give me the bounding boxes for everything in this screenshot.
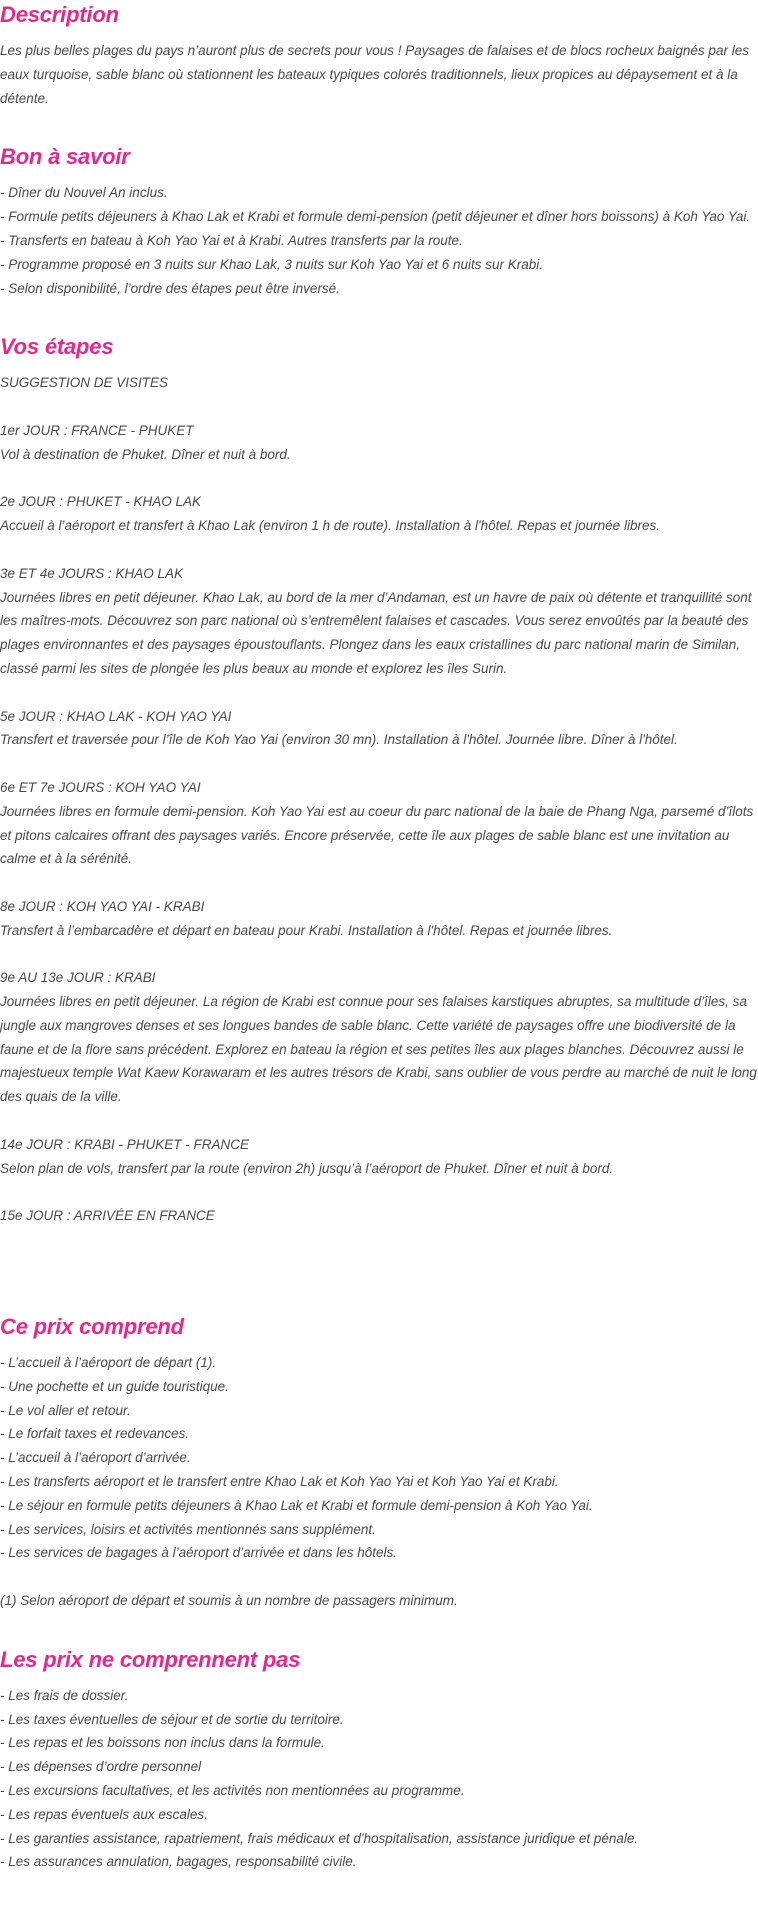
- etapes-section: [0, 332, 758, 1280]
- list-item: - Selon disponibilité, l’ordre des étapes peut être inversé.: [0, 280, 340, 296]
- list-item: - Le forfait taxes et redevances.: [0, 1426, 190, 1442]
- list-item: - L’accueil à l’aéroport d’arrivée.: [0, 1450, 191, 1466]
- etapes-intro: SUGGESTION DE VISITES: [0, 375, 169, 391]
- day-title: 3e ET 4e JOURS : KHAO LAK: [0, 565, 184, 581]
- day-block: [0, 562, 758, 681]
- list-item: - Formule petits déjeuners à Khao Lak et Krabi et formule demi-pension (petit déjeuner et dîner hors boissons) à Koh Yao Yai.: [0, 209, 751, 225]
- footnote: (1) Selon aéroport de départ et soumis à un nombre de passagers minimum.: [0, 1593, 458, 1609]
- list-item: - Les services, loisirs et activités mentionnés sans supplément.: [0, 1521, 376, 1537]
- day-block: [0, 419, 758, 467]
- list-item: - Les dépenses d’ordre personnel: [0, 1759, 202, 1775]
- day-text: Accueil à l’aéroport et transfert à Khao Lak (environ 1 h de route). Installation à l'hôtel. Repas et journée libres.: [0, 518, 660, 534]
- prix-ne-comprend-pas-list: [0, 1684, 758, 1874]
- day-title: 14e JOUR : KRABI - PHUKET - FRANCE: [0, 1136, 250, 1152]
- day-text: Transfert à l’embarcadère et départ en bateau pour Krabi. Installation à l'hôtel. Repas et journée libres.: [0, 922, 613, 938]
- list-item: - Les garanties assistance, rapatriement, frais médicaux et d'hospitalisation, assistance juridique et pénale.: [0, 1830, 639, 1846]
- day-block: [0, 1133, 758, 1181]
- day-block: [0, 705, 758, 753]
- etapes-heading: Vos étapes: [0, 334, 114, 360]
- description-heading: Description: [0, 2, 119, 27]
- prix-comprend-heading: Ce prix comprend: [0, 1314, 184, 1340]
- etapes-body: [0, 371, 758, 1228]
- description-body: [0, 39, 758, 110]
- bon-a-savoir-list: [0, 181, 758, 300]
- list-item: - Transferts en bateau à Koh Yao Yai et à Krabi. Autres transferts par la route.: [0, 232, 463, 248]
- list-item: - Une pochette et un guide touristique.: [0, 1378, 229, 1394]
- list-item: - Les excursions facultatives, et les activités non mentionnées au programme.: [0, 1783, 465, 1799]
- list-item: - Les services de bagages à l’aéroport d’arrivée et dans les hôtels.: [0, 1545, 397, 1561]
- day-text: Journées libres en formule demi-pension. Koh Yao Yai est au coeur du parc national de la baie de Phang Nga, parsemé d’îlots et pitons calcaires offrant des paysages variés. Encore préservée, cette île aux plages de sable blanc est une invitation au calme et à la sérénité.: [0, 803, 754, 867]
- day-text: Journées libres en petit déjeuner. La région de Krabi est connue pour ses falaises karstiques abruptes, sa multitude d’îles, sa jungle aux mangroves denses et ses longues bandes de sable blanc. Cette variété de paysages offre une biodiversité de la faune et de la flore sans précédent. Explorez en bateau la région et ses petites îles aux plages blanches. Découvrez aussi le majestueux temple Wat Kaew Korawaram et les autres trésors de Krabi, sans oublier de vous perdre au marché de nuit le long des quais de la ville.: [0, 994, 757, 1105]
- prix-ne-comprend-pas-section: [0, 1645, 758, 1874]
- list-item: - Les assurances annulation, bagages, responsabilité civile.: [0, 1854, 357, 1870]
- day-title: 5e JOUR : KHAO LAK - KOH YAO YAI: [0, 708, 232, 724]
- list-item: - L’accueil à l’aéroport de départ (1).: [0, 1355, 217, 1371]
- bon-a-savoir-heading: Bon à savoir: [0, 144, 130, 170]
- day-title: 1er JOUR : FRANCE - PHUKET: [0, 422, 194, 438]
- day-title: 2e JOUR : PHUKET - KHAO LAK: [0, 494, 202, 510]
- day-text: Transfert et traversée pour l’île de Koh Yao Yai (environ 30 mn). Installation à l'hôtel. Journée libre. Dîner à l'hôtel.: [0, 732, 678, 748]
- day-block: [0, 776, 758, 871]
- day-text: Vol à destination de Phuket. Dîner et nuit à bord.: [0, 446, 291, 462]
- list-item: - Le vol aller et retour.: [0, 1402, 131, 1418]
- day-block: [0, 1204, 758, 1228]
- day-title: 6e ET 7e JOURS : KOH YAO YAI: [0, 779, 201, 795]
- prix-ne-comprend-pas-heading: Les prix ne comprennent pas: [0, 1646, 301, 1672]
- day-block: [0, 895, 758, 943]
- day-title: 15e JOUR : ARRIVÉE EN FRANCE: [0, 1208, 215, 1224]
- list-item: - Le séjour en formule petits déjeuners à Khao Lak et Krabi et formule demi-pension à Koh Yao Yai.: [0, 1497, 593, 1513]
- day-text: Selon plan de vols, transfert par la route (environ 2h) jusqu’à l’aéroport de Phuket. Dîner et nuit à bord.: [0, 1160, 614, 1176]
- list-item: - Les taxes éventuelles de séjour et de sortie du territoire.: [0, 1711, 344, 1727]
- day-title: 9e AU 13e JOUR : KRABI: [0, 970, 156, 986]
- list-item: - Programme proposé en 3 nuits sur Khao Lak, 3 nuits sur Koh Yao Yai et 6 nuits sur Krabi.: [0, 256, 544, 272]
- description-section: [0, 0, 758, 110]
- prix-comprend-section: [0, 1312, 758, 1613]
- list-item: - Les repas et les boissons non inclus dans la formule.: [0, 1735, 325, 1751]
- day-block: [0, 966, 758, 1109]
- list-item: - Les repas éventuels aux escales.: [0, 1806, 208, 1822]
- list-item: - Dîner du Nouvel An inclus.: [0, 185, 168, 201]
- list-item: - Les transferts aéroport et le transfert entre Khao Lak et Koh Yao Yai et Koh Yao Yai et Krabi.: [0, 1474, 559, 1490]
- description-text: Les plus belles plages du pays n’auront plus de secrets pour vous ! Paysages de falaises et de blocs rocheux baignés par les eaux turquoise, sable blanc où stationnent les bateaux typiques colorés traditionnels, lieux propices au dépaysement et à la détente.: [0, 43, 749, 106]
- day-text: Journées libres en petit déjeuner. Khao Lak, au bord de la mer d’Andaman, est un havre de paix où détente et tranquillité sont les maîtres-mots. Découvrez son parc national où s’entremêlent falaises et cascades. Vous serez envoûtés par la beauté des plages environnantes et des paysages époustouflants. Plongez dans les eaux cristallines du parc national marin de Similan, classé parmi les sites de plongée les plus beaux au monde et explorez les îles Surin.: [0, 589, 752, 676]
- list-item: - Les frais de dossier.: [0, 1687, 129, 1703]
- day-title: 8e JOUR : KOH YAO YAI - KRABI: [0, 898, 205, 914]
- prix-comprend-list: [0, 1351, 758, 1613]
- bon-a-savoir-section: [0, 142, 758, 300]
- day-block: [0, 490, 758, 538]
